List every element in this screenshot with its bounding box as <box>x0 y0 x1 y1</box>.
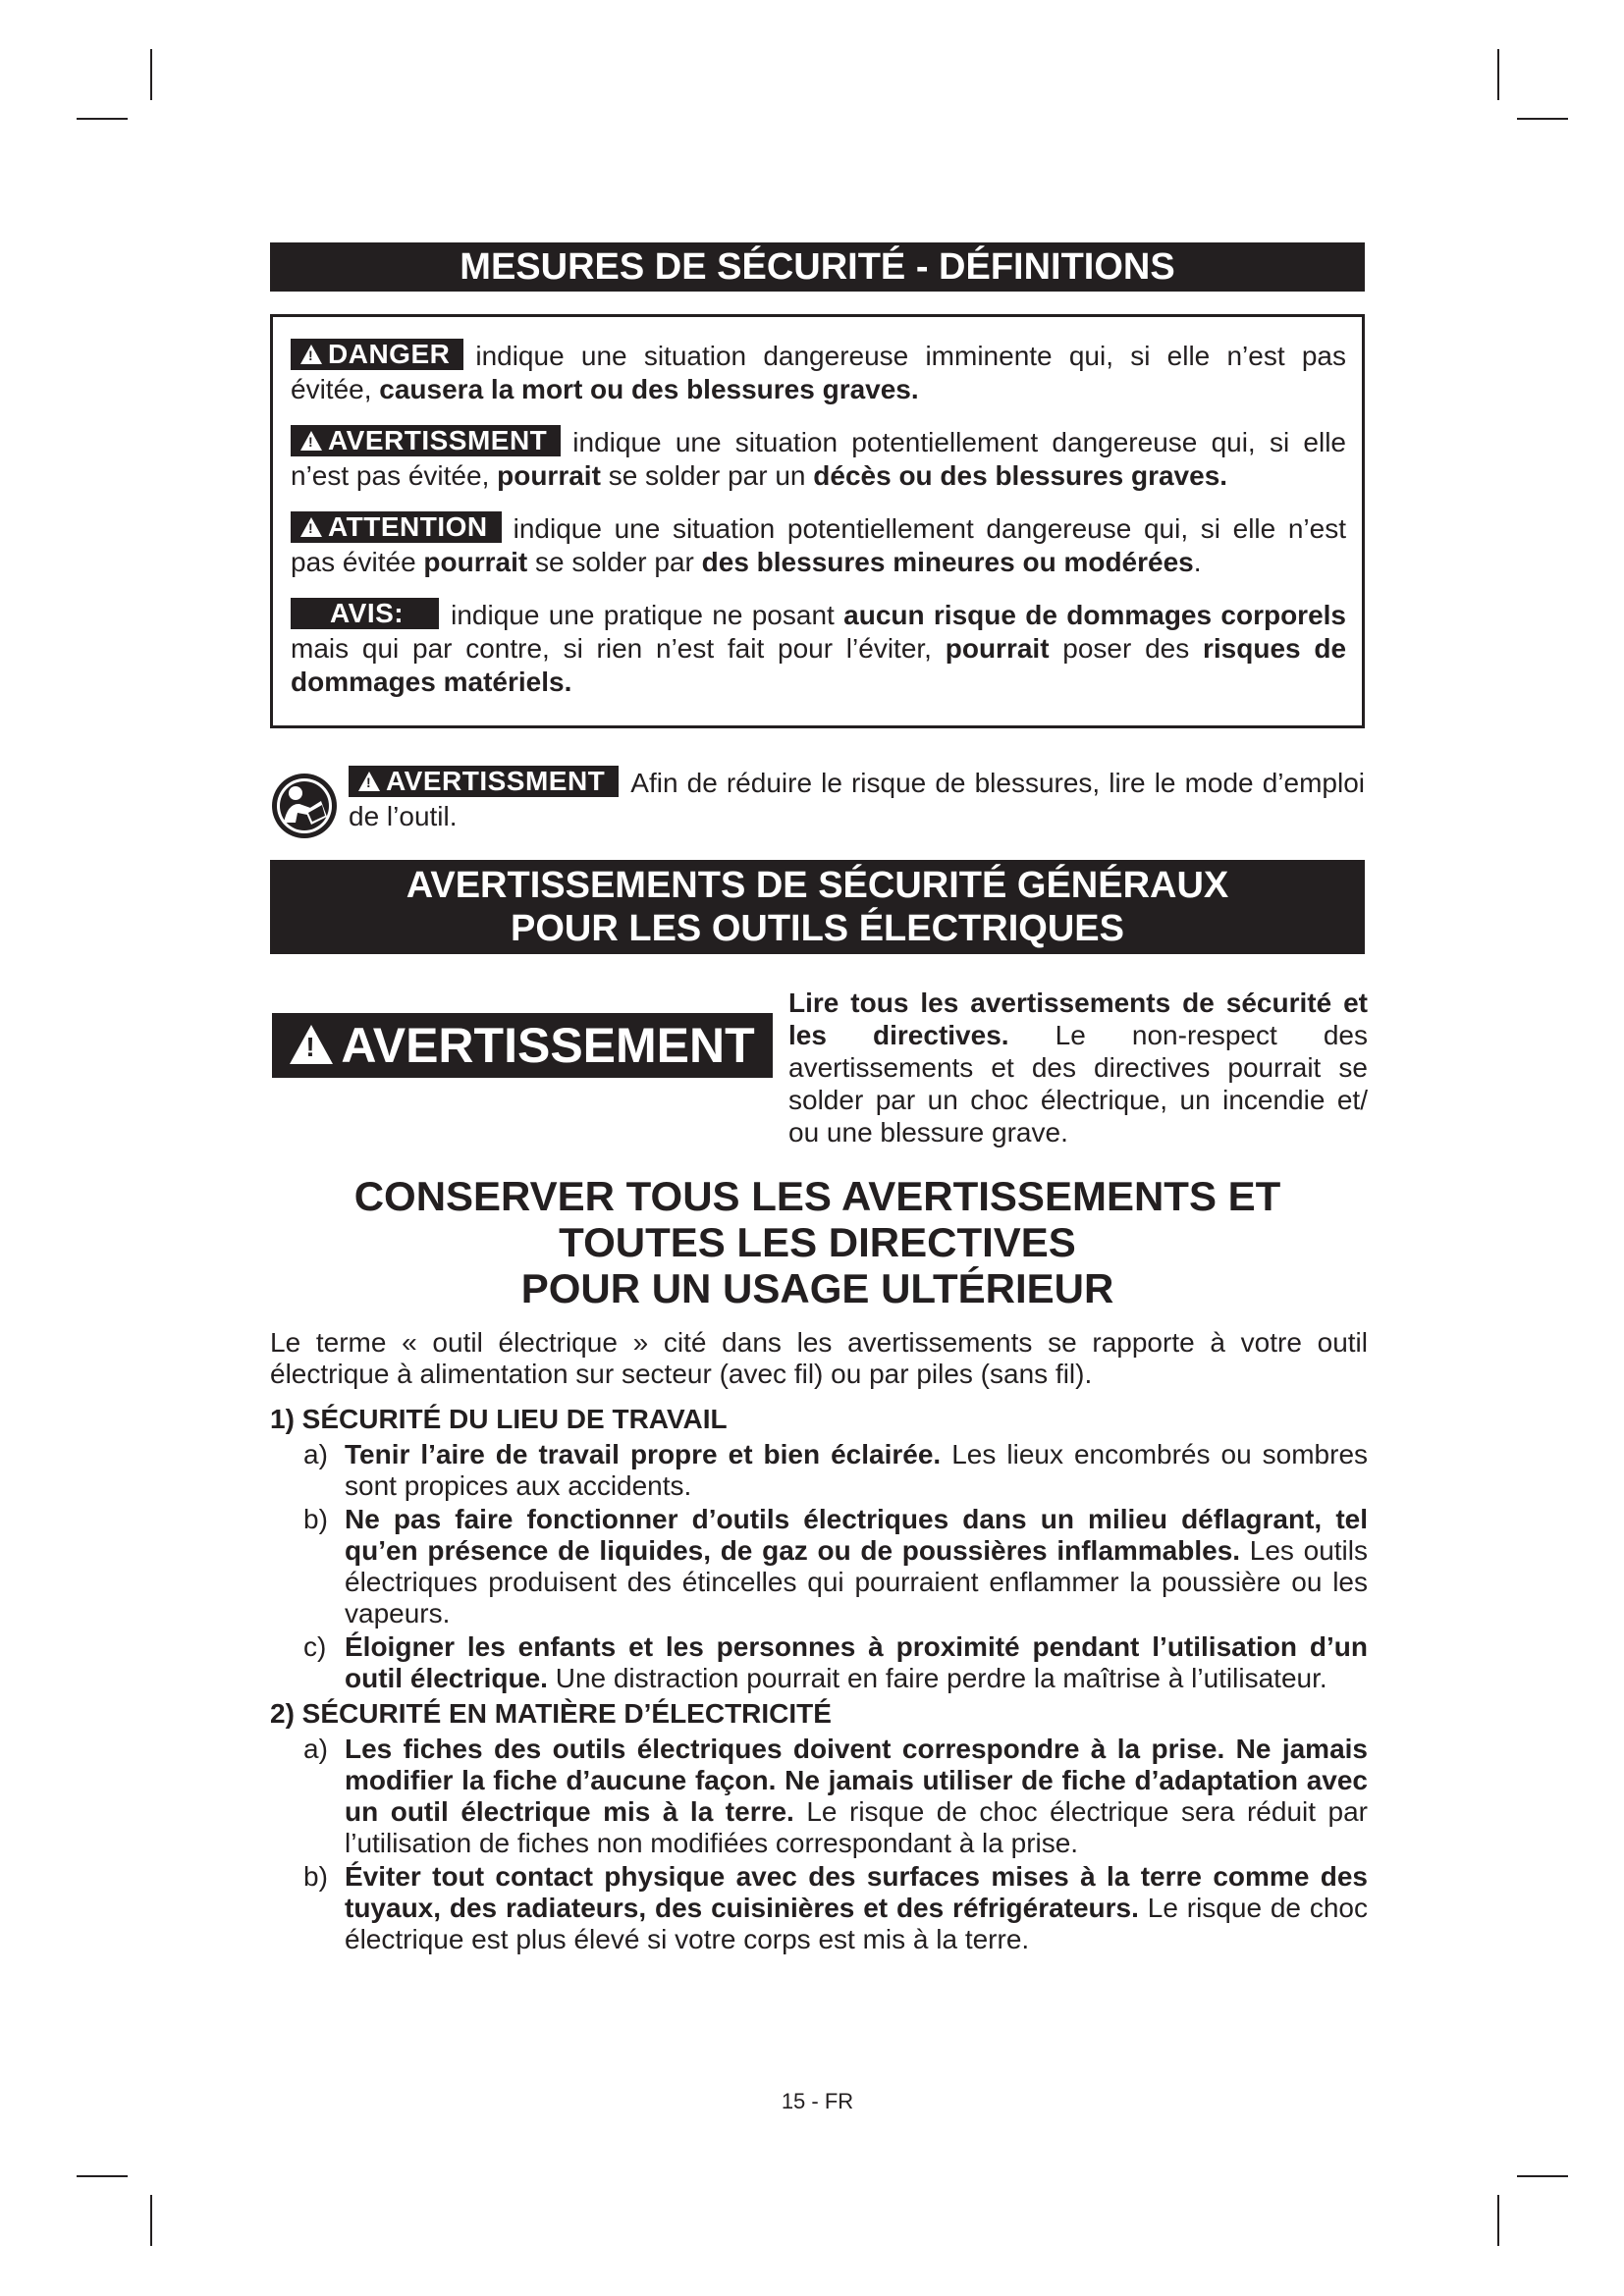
big-warning-text: Lire tous les avertissements de sécurité et les directives. Le non-respect des avertissements et des directives pourrait se solder par un choc électrique, un incendie et/ ou une blessure grave. <box>788 988 1368 1148</box>
crop-mark <box>150 49 152 100</box>
intro-paragraph: Le terme « outil électrique » cité dans les avertissements se rapporte à votre outil électrique à alimentation sur secteur (avec fil) ou par piles (sans fil). <box>270 1327 1368 1389</box>
crop-mark <box>1497 49 1499 100</box>
read-manual-notice <box>270 766 1365 833</box>
list-item: b) Éviter tout contact physique avec des surfaces mises à la terre comme des tuyaux, des radiateurs, des cuisinières et des réfrigérateurs. Le risque de choc électrique est plus élevé si votre corps est mis à la terre. <box>303 1861 1368 1954</box>
definitions-banner <box>270 242 1365 292</box>
definition-danger: !DANGER indique une situation dangereuse imminente qui, si elle n’est pas évitée, causera la mort ou des blessures graves. <box>291 339 1346 406</box>
section-title: 1) SÉCURITÉ DU LIEU DE TRAVAIL <box>270 1404 728 1434</box>
crop-mark <box>150 2195 152 2246</box>
list-item: b) Ne pas faire fonctionner d’outils électriques dans un milieu déflagrant, tel qu’en présence de liquides, de gaz ou de poussières inflammables. Les outils électriques produisent des étincelles qui pourraient enflammer la poussière ou les vapeurs. <box>303 1504 1368 1629</box>
safety-body <box>270 1327 1368 1957</box>
crop-mark <box>77 118 128 120</box>
list-item: c) Éloigner les enfants et les personnes à proximité pendant l’utilisation d’un outil électrique. Une distraction pourrait en faire perdre la maîtrise à l’utilisateur. <box>303 1631 1368 1693</box>
signal-word-badge: AVIS: <box>291 598 439 629</box>
crop-mark <box>1517 118 1568 120</box>
definition-avis: AVIS: indique une pratique ne posant aucun risque de dommages corporels mais qui par contre, si rien n’est fait pour l’éviter, pourrait poser des risques de dommages matériels. <box>291 598 1347 697</box>
warning-triangle-icon <box>300 431 322 451</box>
signal-word-badge: !AVERTISSMENT <box>349 766 619 797</box>
save-instructions-heading: CONSERVER TOUS LES AVERTISSEMENTS ET TOUTES LES DIRECTIVES POUR UN USAGE ULTÉRIEUR <box>353 1173 1281 1311</box>
warning-triangle-icon <box>300 345 322 364</box>
general-warnings-banner <box>270 860 1365 954</box>
definition-attention: !ATTENTION indique une situation potentiellement dangereuse qui, si elle n’est pas évitée pourrait se solder par des blessures mineures ou modérées. <box>291 511 1346 579</box>
section-title: 2) SÉCURITÉ EN MATIÈRE D’ÉLECTRICITÉ <box>270 1698 832 1729</box>
general-warnings-title-line-1: AVERTISSEMENTS DE SÉCURITÉ GÉNÉRAUX <box>406 865 1229 906</box>
list-item: a) Les fiches des outils électriques doivent correspondre à la prise. Ne jamais modifier la fiche d’aucune façon. Ne jamais utiliser de fiche d’adaptation avec un outil électrique mis à la terre. Le risque de choc électrique sera réduit par l’utilisation de fiches non modifiées correspondant à la prise. <box>303 1734 1368 1858</box>
signal-word-badge: !DANGER <box>291 339 463 370</box>
definitions-box <box>270 314 1365 728</box>
crop-mark <box>77 2175 128 2177</box>
list-item: a) Tenir l’aire de travail propre et bien éclairée. Les lieux encombrés ou sombres sont propices aux accidents. <box>303 1439 1369 1501</box>
definition-avertissment: !AVERTISSMENT indique une situation potentiellement dangereuse qui, si elle n’est pas évitée, pourrait se solder par un décès ou des blessures graves. <box>291 425 1346 493</box>
crop-mark <box>1497 2195 1499 2246</box>
signal-word-badge: !ATTENTION <box>291 511 502 543</box>
read-manual-text: Afin de réduire le risque de blessures, lire le mode d’emploi de l’outil. <box>349 768 1365 831</box>
page-number: 15 - FR <box>781 2089 854 2113</box>
general-warnings-title-line-2: POUR LES OUTILS ÉLECTRIQUES <box>511 908 1124 949</box>
big-warning-badge: !AVERTISSEMENT <box>272 1013 773 1078</box>
signal-word-badge: !AVERTISSMENT <box>291 425 561 456</box>
warning-triangle-icon <box>290 1025 333 1064</box>
crop-mark <box>1517 2175 1568 2177</box>
warning-triangle-icon <box>300 517 322 537</box>
definitions-banner-title: MESURES DE SÉCURITÉ - DÉFINITIONS <box>460 246 1175 288</box>
warning-triangle-icon <box>358 772 380 791</box>
read-manual-icon <box>270 772 339 840</box>
